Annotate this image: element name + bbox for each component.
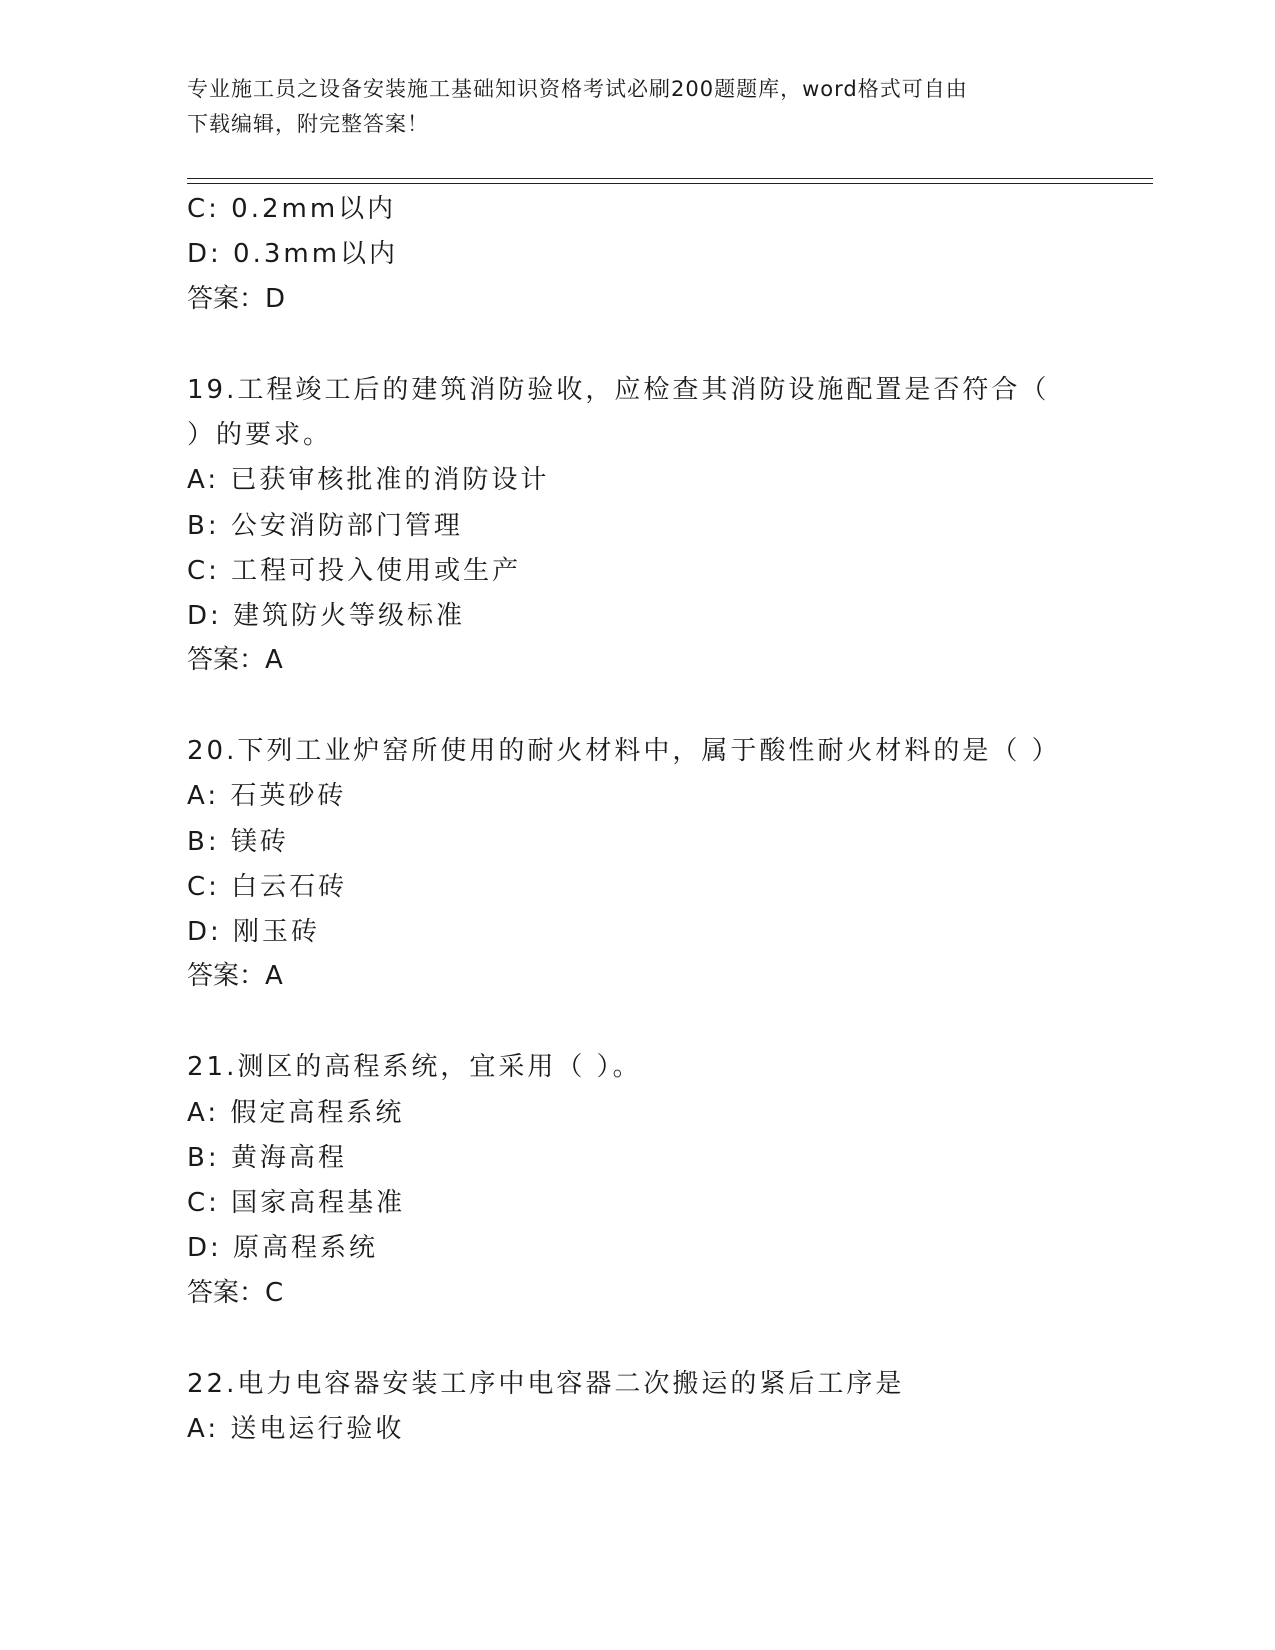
header-line-1: 专业施工员之设备安装施工基础知识资格考试必刷200题题库，word格式可自由 — [187, 77, 968, 101]
header-line-2: 下载编辑，附完整答案！ — [187, 112, 429, 136]
q20-option-b: B: 镁砖 — [187, 827, 289, 857]
q20-option-c: C: 白云石砖 — [187, 872, 348, 902]
q20-option-d: D: 刚玉砖 — [187, 917, 321, 947]
q21-stem: 21.测区的高程系统，宜采用（ ）。 — [187, 1052, 642, 1082]
q19-stem-line-2: ）的要求。 — [187, 420, 333, 450]
q19-option-d: D: 建筑防火等级标准 — [187, 601, 466, 631]
q22-stem: 22.电力电容器安装工序中电容器二次搬运的紧后工序是 — [187, 1369, 905, 1399]
q19-option-a: A: 已获审核批准的消防设计 — [187, 465, 550, 495]
q21-option-a: A: 假定高程系统 — [187, 1098, 405, 1128]
q20-option-a: A: 石英砂砖 — [187, 781, 347, 811]
header-divider-top — [187, 178, 1153, 179]
q19-option-c: C: 工程可投入使用或生产 — [187, 556, 522, 586]
q19-option-b: B: 公安消防部门管理 — [187, 511, 463, 541]
q21-answer: 答案：C — [187, 1278, 284, 1308]
q21-option-d: D: 原高程系统 — [187, 1233, 379, 1263]
q18-option-d: D: 0.3mm以内 — [187, 239, 399, 269]
q20-answer: 答案：A — [187, 961, 283, 991]
q22-option-a: A: 送电运行验收 — [187, 1414, 405, 1444]
document-header — [187, 72, 1087, 142]
q19-stem-line-1: 19.工程竣工后的建筑消防验收，应检查其消防设施配置是否符合（ — [187, 375, 1050, 405]
header-divider-bottom — [187, 183, 1153, 184]
q21-option-c: C: 国家高程基准 — [187, 1188, 406, 1218]
q20-stem: 20.下列工业炉窑所使用的耐火材料中，属于酸性耐火材料的是（ ） — [187, 736, 1061, 766]
q19-answer: 答案：A — [187, 645, 283, 675]
q18-answer: 答案：D — [187, 284, 286, 314]
q18-option-c: C: 0.2mm以内 — [187, 194, 397, 224]
q21-option-b: B: 黄海高程 — [187, 1143, 347, 1173]
